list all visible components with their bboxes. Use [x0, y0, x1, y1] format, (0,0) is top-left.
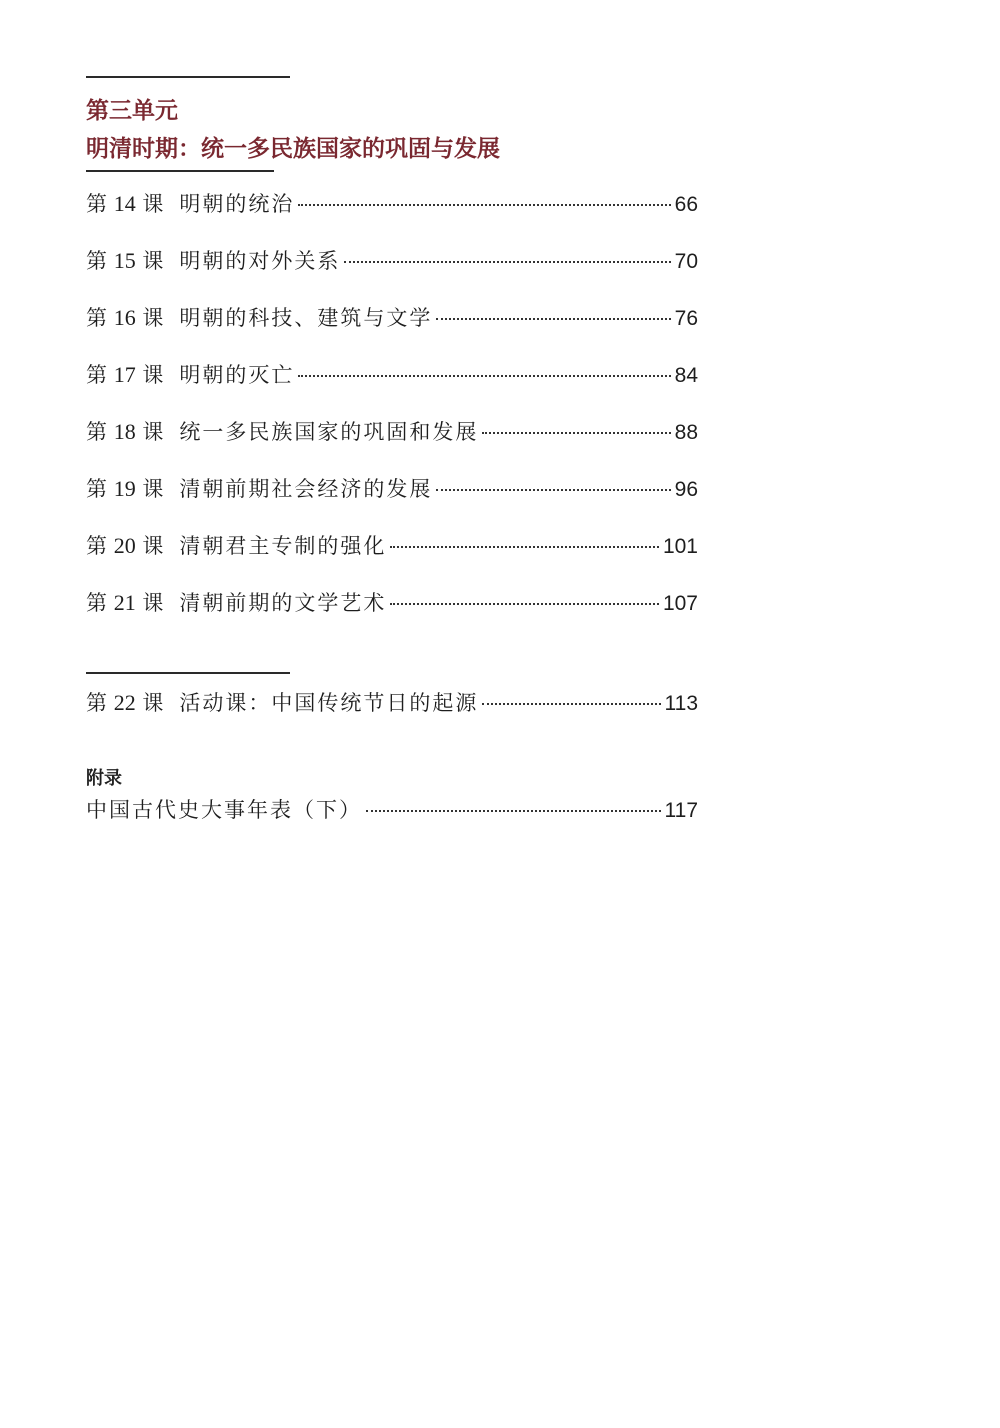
- lesson-number: 第 17 课: [86, 362, 164, 387]
- lesson-number: 第 18 课: [86, 419, 164, 444]
- page-number: 113: [664, 692, 698, 715]
- unit-title: 明清时期：统一多民族国家的巩固与发展: [86, 136, 500, 162]
- page-number: 96: [674, 478, 698, 501]
- dot-leader: [298, 204, 670, 206]
- lesson-title: 明朝的对外关系: [179, 249, 341, 273]
- unit-title-rule: [86, 170, 274, 172]
- toc-row-activity[interactable]: [86, 687, 698, 719]
- page-number: 117: [664, 799, 698, 822]
- dot-leader: [298, 375, 670, 377]
- toc-row-lesson-20[interactable]: [86, 530, 698, 562]
- dot-leader: [390, 546, 659, 548]
- top-rule: [86, 76, 290, 78]
- toc-row-lesson-19[interactable]: [86, 473, 698, 505]
- lesson-number: 第 15 课: [86, 248, 164, 273]
- lesson-number: 第 14 课: [86, 191, 164, 216]
- dot-leader: [366, 810, 661, 812]
- lesson-title: 统一多民族国家的巩固和发展: [179, 420, 479, 444]
- unit-number: 第三单元: [86, 98, 178, 124]
- page-number: 70: [674, 250, 698, 273]
- appendix-heading: 附录: [86, 768, 122, 789]
- dot-leader: [344, 261, 670, 263]
- lesson-title: 清朝前期社会经济的发展: [179, 477, 433, 501]
- lesson-number: 第 16 课: [86, 305, 164, 330]
- lesson-title: 清朝君主专制的强化: [179, 534, 387, 558]
- appendix-title: 中国古代史大事年表（下）: [86, 798, 362, 822]
- lesson-number: 第 19 课: [86, 476, 164, 501]
- dot-leader: [436, 489, 670, 491]
- toc-row-lesson-17[interactable]: [86, 359, 698, 391]
- lesson-title: 明朝的灭亡: [179, 363, 295, 387]
- lesson-number: 第 22 课: [86, 690, 164, 715]
- toc-row-lesson-21[interactable]: [86, 587, 698, 619]
- page-number: 101: [662, 535, 698, 558]
- page-number: 66: [674, 193, 698, 216]
- lesson-number: 第 20 课: [86, 533, 164, 558]
- dot-leader: [482, 703, 660, 705]
- toc-row-lesson-16[interactable]: [86, 302, 698, 334]
- page-number: 88: [674, 421, 698, 444]
- lesson-title: 明朝的统治: [179, 192, 295, 216]
- dot-leader: [436, 318, 670, 320]
- toc-row-lesson-15[interactable]: [86, 245, 698, 277]
- lesson-title: 活动课：中国传统节日的起源: [179, 691, 479, 715]
- lesson-title: 清朝前期的文学艺术: [179, 591, 387, 615]
- page-number: 84: [674, 364, 698, 387]
- page-number: 76: [674, 307, 698, 330]
- toc-row-appendix[interactable]: [86, 794, 698, 826]
- dot-leader: [390, 603, 659, 605]
- activity-rule: [86, 672, 290, 674]
- lesson-title: 明朝的科技、建筑与文学: [179, 306, 433, 330]
- lesson-number: 第 21 课: [86, 590, 164, 615]
- page-number: 107: [662, 592, 698, 615]
- toc-row-lesson-18[interactable]: [86, 416, 698, 448]
- dot-leader: [482, 432, 670, 434]
- toc-row-lesson-14[interactable]: [86, 188, 698, 220]
